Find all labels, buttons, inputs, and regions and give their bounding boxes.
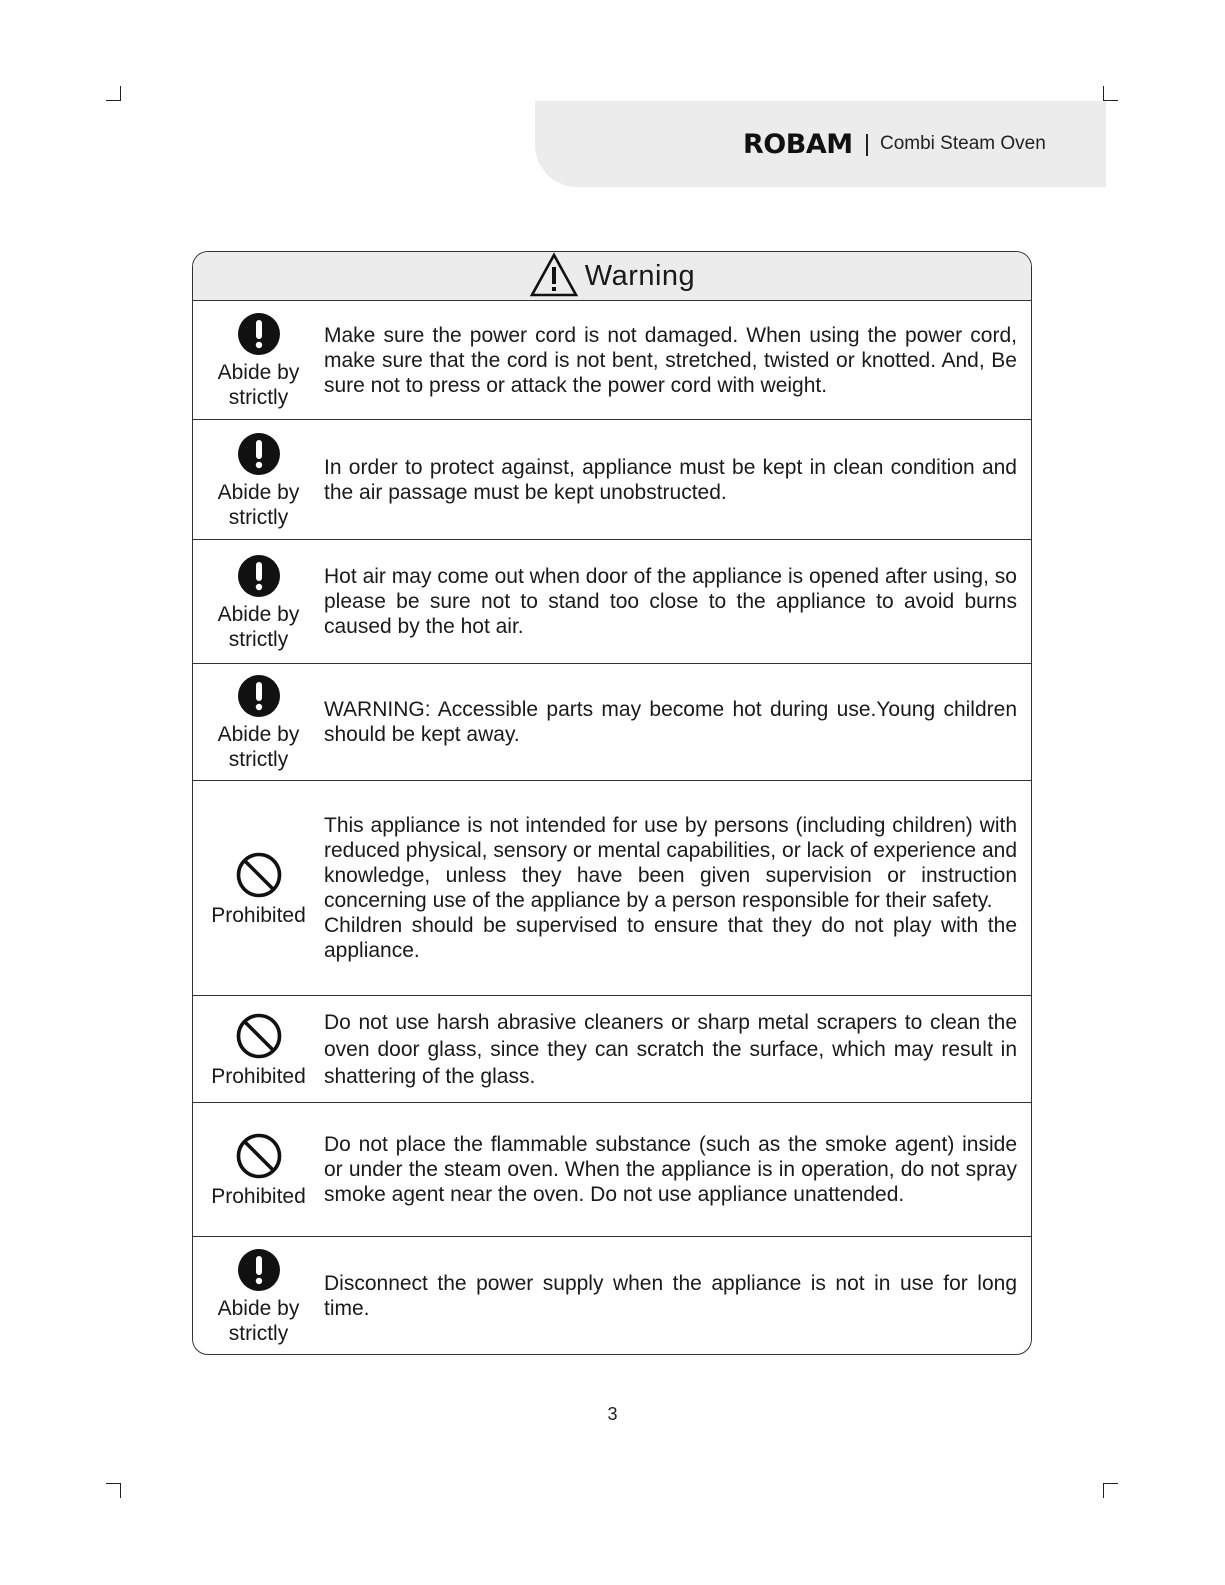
row-text-cell xyxy=(324,996,1031,1102)
symbol-cell xyxy=(193,1237,324,1355)
row-text: In order to protect against, appliance must be kept in clean condition and the air passage must be kept unobstructed. xyxy=(324,455,1017,504)
symbol-label: Abide by strictly xyxy=(217,602,300,651)
page-number: 3 xyxy=(607,1404,618,1424)
crop-mark-top-right xyxy=(1103,86,1118,101)
symbol-label: Prohibited xyxy=(211,903,306,927)
row-text: Hot air may come out when door of the appliance is opened after using, so please be sure not to stand too close to the appliance to avoid burns caused by the hot air. xyxy=(324,565,1017,638)
symbol-cell xyxy=(193,301,324,419)
row-text-continued: Children should be supervised to ensure that they do not play with the appliance. xyxy=(324,914,1017,962)
product-name: Combi Steam Oven xyxy=(880,133,1046,154)
row-text: Disconnect the power supply when the appliance is not in use for long time. xyxy=(324,1272,1017,1320)
row-text: This appliance is not intended for use by persons (including children) with reduced physical, sensory or mental capabilities, or lack of experience and knowledge, unless they have been given supervision or instruction concerning use of the appliance by a person responsible for their safety. xyxy=(324,814,1017,912)
warning-header xyxy=(193,252,1031,301)
row-text: Do not place the flammable substance (such as the smoke agent) inside or under the steam oven. When the appliance is in operation, do not spray smoke agent near the oven. Do not use appliance unattended. xyxy=(324,1133,1017,1206)
symbol-cell xyxy=(193,996,324,1102)
symbol-label: Prohibited xyxy=(211,1064,306,1088)
row-text-cell xyxy=(324,420,1031,539)
prohibited-icon xyxy=(235,1132,283,1180)
warning-row xyxy=(193,1237,1031,1355)
row-text-cell xyxy=(324,664,1031,780)
row-text: Do not use harsh abrasive cleaners or sharp metal scrapers to clean the oven door glass, since they can scratch the surface, which may result in shattering of the glass. xyxy=(324,1010,1017,1088)
symbol-cell xyxy=(193,664,324,780)
warning-row xyxy=(193,540,1031,664)
symbol-cell xyxy=(193,540,324,663)
row-text-cell xyxy=(324,781,1031,995)
symbol-label: Abide by strictly xyxy=(217,480,300,529)
row-text: WARNING: Accessible parts may become hot during use.Young children should be kept away. xyxy=(324,698,1017,746)
warning-row xyxy=(193,664,1031,781)
exclamation-icon xyxy=(237,312,281,356)
row-text-cell xyxy=(324,1103,1031,1236)
warning-triangle-icon xyxy=(529,252,579,298)
prohibited-icon xyxy=(235,851,283,899)
warning-row xyxy=(193,420,1031,540)
row-text: Make sure the power cord is not damaged. When using the power cord, make sure that the cord is not bent, stretched, twisted or knotted. And, Be sure not to press or attack the power cord with weight. xyxy=(324,323,1017,397)
warning-box xyxy=(192,251,1032,1355)
warning-row xyxy=(193,996,1031,1103)
symbol-cell xyxy=(193,781,324,995)
warning-row xyxy=(193,1103,1031,1237)
exclamation-icon xyxy=(237,554,281,598)
warning-row xyxy=(193,781,1031,996)
crop-mark-bottom-left xyxy=(106,1483,121,1498)
symbol-cell xyxy=(193,420,324,539)
warning-row xyxy=(193,301,1031,420)
exclamation-icon xyxy=(237,1248,281,1292)
header-divider xyxy=(866,134,868,156)
exclamation-icon xyxy=(237,432,281,476)
row-text-cell xyxy=(324,1237,1031,1355)
symbol-cell xyxy=(193,1103,324,1236)
warning-title: Warning xyxy=(584,259,696,292)
row-text-cell xyxy=(324,301,1031,419)
symbol-label: Abide by strictly xyxy=(217,1297,300,1345)
symbol-label: Prohibited xyxy=(211,1185,306,1208)
symbol-label: Abide by strictly xyxy=(217,723,300,771)
brand-logo: ROBAM xyxy=(743,129,853,160)
prohibited-icon xyxy=(235,1012,283,1060)
crop-mark-bottom-right xyxy=(1103,1483,1118,1498)
crop-mark-top-left xyxy=(106,86,121,101)
exclamation-icon xyxy=(237,674,281,718)
symbol-label: Abide by strictly xyxy=(217,361,300,409)
row-text-cell xyxy=(324,540,1031,663)
